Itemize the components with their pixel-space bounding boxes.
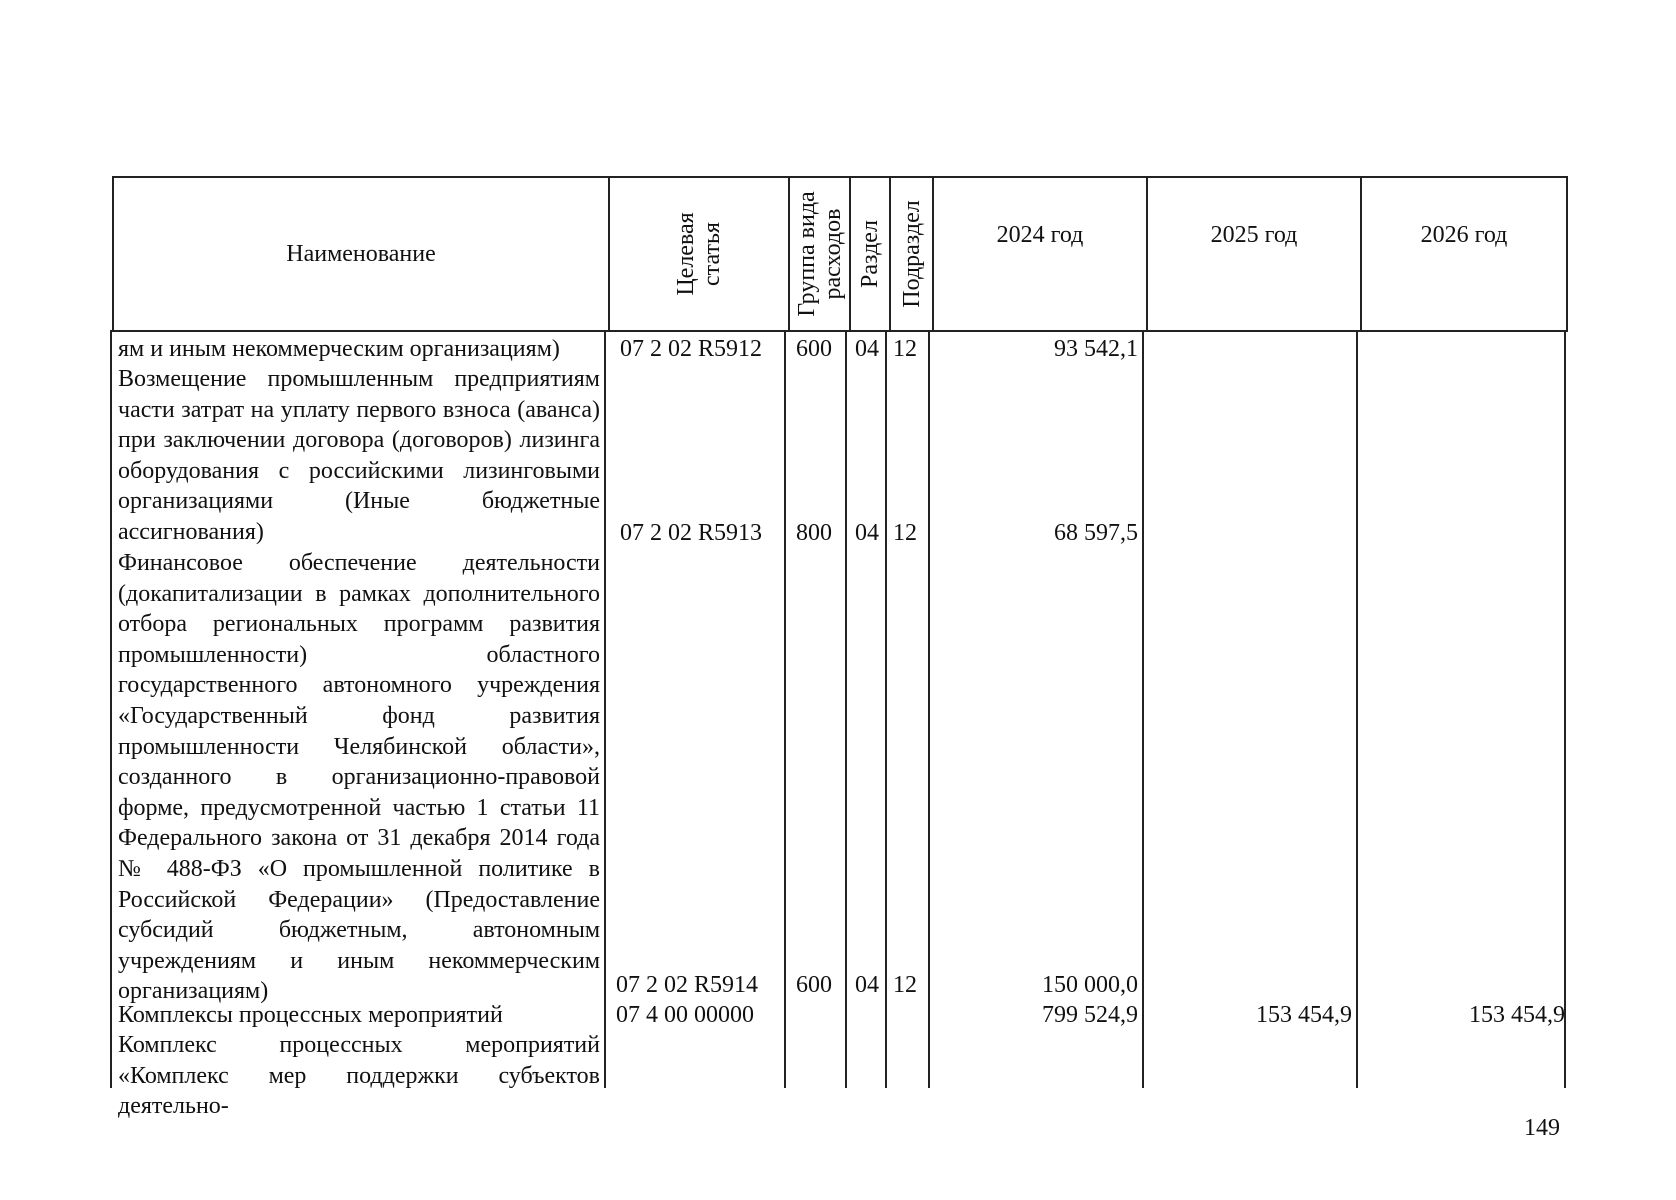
row-value-2024: 799 524,9 xyxy=(1042,1002,1138,1028)
column-rule-target xyxy=(784,330,786,1088)
header-section xyxy=(851,178,891,330)
column-rule-left xyxy=(110,330,112,1088)
row-subsection: 12 xyxy=(893,972,917,998)
header-group-line1: Группа вида xyxy=(793,191,820,317)
header-2025 xyxy=(1148,178,1362,330)
header-group-line2: расходов xyxy=(819,208,846,300)
header-2025-label: 2025 год xyxy=(1210,222,1298,248)
column-rule-group xyxy=(845,330,847,1088)
header-2024 xyxy=(934,178,1148,330)
row-subsection: 12 xyxy=(893,520,917,546)
header-target-line2: статья xyxy=(699,222,725,286)
row-expense-group: 600 xyxy=(796,972,832,998)
row-expense-group: 800 xyxy=(796,520,832,546)
row-target-code: 07 2 02 R5913 xyxy=(620,520,763,546)
row-value-2026: 153 454,9 xyxy=(1469,1002,1565,1028)
header-target-article-label xyxy=(673,212,725,295)
header-2026 xyxy=(1362,178,1566,330)
header-section-label: Раздел xyxy=(857,220,883,288)
row-target-code: 07 2 02 R5912 xyxy=(620,336,763,362)
row-name: Комплекс процессных мероприятий «Комплекс мер поддержки субъектов деятельно- xyxy=(118,1032,600,1120)
row-value-2024: 68 597,5 xyxy=(1054,520,1138,546)
column-rule-subsection xyxy=(928,330,930,1088)
row-name: Возмещение промышленным предприятиям части затрат на уплату первого взноса (аванса) при заключении договора (договоров) лизинга оборудования с российскими лизинговыми организациями (Иные бюджетные ассигнования) xyxy=(118,366,600,545)
header-expense-group-label xyxy=(794,191,846,316)
header-subsection xyxy=(891,178,934,330)
column-rule-name xyxy=(604,330,606,1088)
row-subsection: 12 xyxy=(893,336,917,362)
header-target-line1: Целевая xyxy=(673,212,699,296)
column-rule-right xyxy=(1564,330,1566,1088)
column-rule-section xyxy=(885,330,887,1088)
column-rule-2025 xyxy=(1356,330,1358,1088)
row-target-code: 07 4 00 00000 xyxy=(616,1002,754,1028)
row-value-2025: 153 454,9 xyxy=(1256,1002,1352,1028)
row-name: Комплексы процессных мероприятий xyxy=(118,1002,503,1028)
table-header xyxy=(112,176,1568,332)
page-number: 149 xyxy=(1524,1115,1560,1141)
row-value-2024: 93 542,1 xyxy=(1054,336,1138,362)
row-value-2024: 150 000,0 xyxy=(1042,972,1138,998)
row-name: ям и иным некоммерческим организациям) xyxy=(118,336,560,362)
column-rule-2024 xyxy=(1142,330,1144,1088)
row-section: 04 xyxy=(855,336,879,362)
header-expense-group xyxy=(790,178,851,330)
row-expense-group: 600 xyxy=(796,336,832,362)
header-2024-label: 2024 год xyxy=(996,222,1084,248)
row-section: 04 xyxy=(855,972,879,998)
header-name-label: Наименование xyxy=(286,241,436,267)
row-target-code: 07 2 02 R5914 xyxy=(616,972,759,998)
header-target-article xyxy=(610,178,790,330)
header-name xyxy=(114,178,610,330)
row-name: Финансовое обеспечение деятельности (докапитализации в рамках дополнительного отбора региональных программ развития промышленности) областного государственного автономного учреждения «Государственный фонд развития промышленности Челябинской области», созданного в организационно-правовой форме, предусмотренной частью 1 статьи 11 Федерального закона от 31 декабря 2014 года № 488-ФЗ «О промышленной политике в Российской Федерации» (Предоставление субсидий бюджетным, автономным учреждениям и иным некоммерческим организациям) xyxy=(118,550,600,1005)
row-section: 04 xyxy=(855,520,879,546)
header-2026-label: 2026 год xyxy=(1420,222,1508,248)
header-subsection-label: Подраздел xyxy=(898,200,925,308)
